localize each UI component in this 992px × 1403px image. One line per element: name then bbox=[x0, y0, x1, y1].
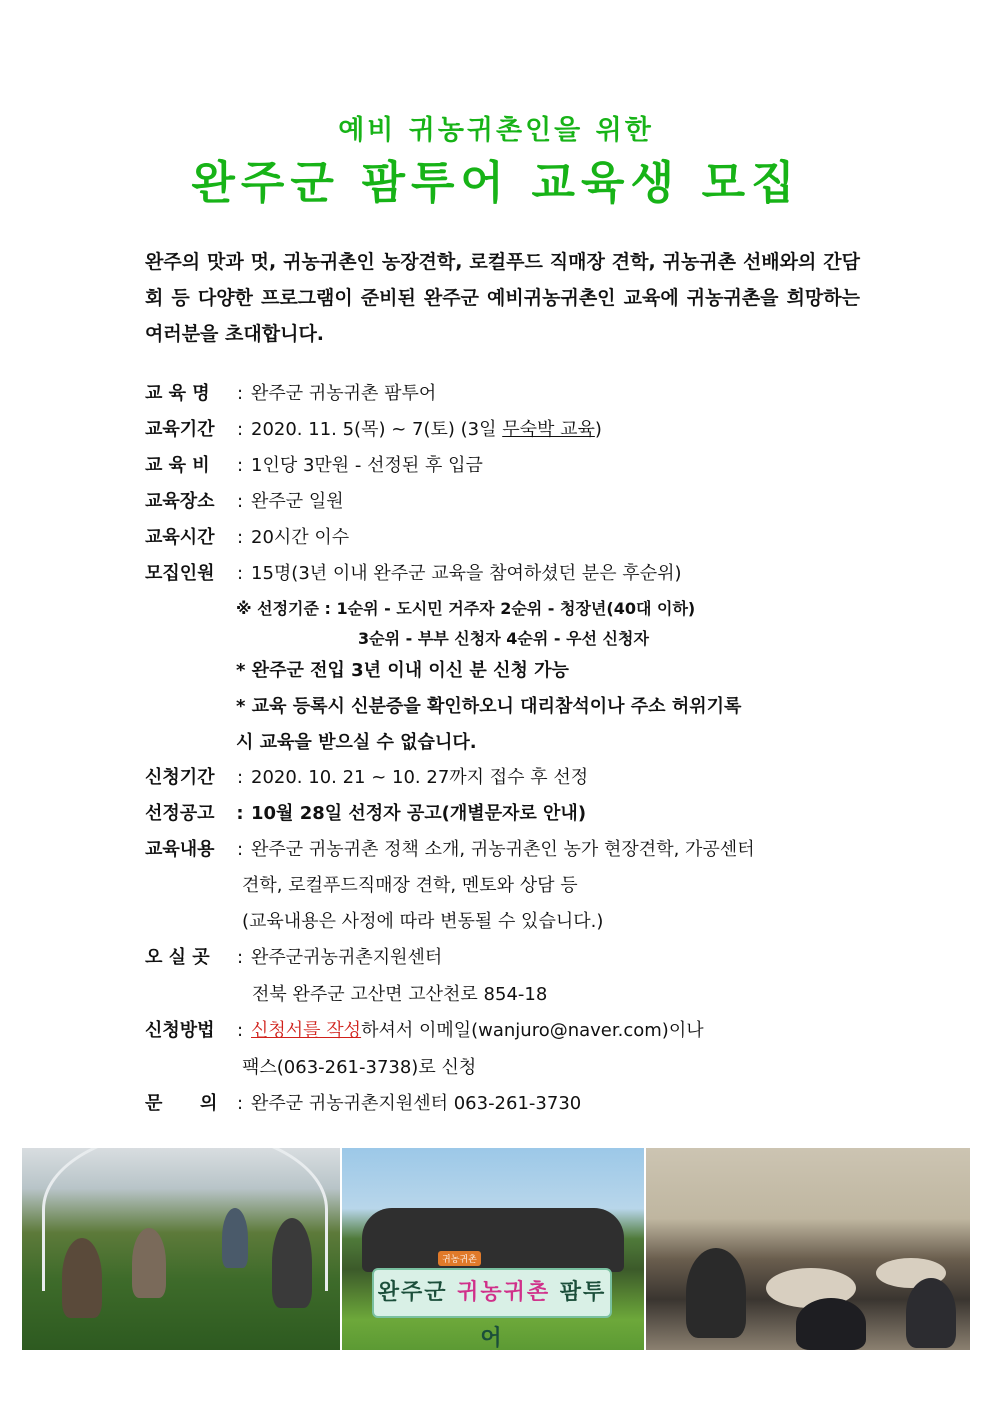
note-2b: 시 교육을 받으실 수 없습니다. bbox=[236, 732, 477, 753]
row-label: 교육장소 bbox=[145, 491, 215, 512]
application-form-link[interactable]: 신청서를 작성 bbox=[251, 1020, 362, 1041]
row-education-content bbox=[145, 832, 755, 868]
row-label: 교육시간 bbox=[145, 527, 215, 548]
banner-sub-label: 귀농귀촌 bbox=[438, 1251, 481, 1266]
photo-meeting-hall bbox=[646, 1148, 970, 1350]
row-value: 완주군 귀농귀촌 정책 소개, 귀농귀촌인 농가 현장견학, 가공센터 bbox=[251, 839, 755, 860]
row-announcement bbox=[145, 796, 586, 832]
row-label: 교육기간 bbox=[145, 419, 215, 440]
row-value: 10월 28일 선정자 공고(개별문자로 안내) bbox=[251, 803, 587, 824]
row-label: 교 육 명 bbox=[145, 383, 210, 404]
row-education-name bbox=[145, 376, 436, 412]
row-value: 하셔서 이메일(wanjuro@naver.com)이나 bbox=[361, 1020, 704, 1041]
row-separator: : bbox=[236, 491, 244, 512]
note-1: * 완주군 전입 3년 이내 이신 분 신청 가능 bbox=[236, 660, 569, 681]
criteria-line-1: ※ 선정기준 : 1순위 - 도시민 거주자 2순위 - 청장년(40대 이하) bbox=[236, 599, 696, 618]
photo-group-banner bbox=[342, 1148, 644, 1350]
content-line-3: (교육내용은 사정에 따라 변동될 수 있습니다.) bbox=[242, 911, 604, 932]
row-separator: : bbox=[236, 839, 244, 860]
row-value: 완주군 일원 bbox=[251, 491, 344, 512]
no-stay-underline: 무숙박 교육 bbox=[502, 419, 595, 440]
venue-address: 전북 완주군 고산면 고산천로 854-18 bbox=[252, 984, 548, 1005]
row-value-tail: ) bbox=[594, 419, 602, 440]
row-separator: : bbox=[236, 563, 244, 584]
row-education-place bbox=[145, 484, 344, 520]
person-figure bbox=[686, 1248, 746, 1338]
person-figure bbox=[62, 1238, 102, 1318]
banner-highlight: 귀농귀촌 bbox=[457, 1280, 551, 1305]
row-value: 완주군 귀농귀촌 팜투어 bbox=[251, 383, 437, 404]
row-apply-period bbox=[145, 760, 588, 796]
tour-banner bbox=[372, 1268, 612, 1350]
row-separator: : bbox=[236, 383, 244, 404]
method-line-2: 팩스(063-261-3738)로 신청 bbox=[242, 1057, 477, 1078]
row-value: 2020. 11. 5(목) ~ 7(토) (3일 bbox=[251, 419, 503, 440]
row-separator: : bbox=[236, 419, 244, 440]
row-label: 교 육 비 bbox=[145, 455, 210, 476]
row-separator: : bbox=[236, 947, 244, 968]
person-figure bbox=[906, 1278, 956, 1348]
banner-text-suffix: 팜투어 bbox=[480, 1280, 607, 1350]
row-education-fee bbox=[145, 448, 483, 484]
row-separator: : bbox=[236, 803, 244, 824]
row-education-hours bbox=[145, 520, 349, 556]
subtitle: 예비 귀농귀촌인을 위한 bbox=[338, 115, 654, 146]
row-separator: : bbox=[236, 767, 244, 788]
row-label: 신청방법 bbox=[145, 1020, 215, 1041]
page-title: 완주군 팜투어 교육생 모집 bbox=[191, 156, 801, 209]
row-value: 완주군귀농귀촌지원센터 bbox=[251, 947, 443, 968]
person-figure bbox=[272, 1218, 312, 1308]
row-venue bbox=[145, 940, 442, 976]
row-separator: : bbox=[236, 1093, 244, 1114]
person-figure bbox=[132, 1228, 166, 1298]
row-separator: : bbox=[236, 527, 244, 548]
row-value: 20시간 이수 bbox=[251, 527, 350, 548]
row-label: 문 의 bbox=[145, 1093, 218, 1114]
row-value: 완주군 귀농귀촌지원센터 063-261-3730 bbox=[251, 1093, 582, 1114]
row-label: 모집인원 bbox=[145, 563, 215, 584]
person-figure bbox=[796, 1298, 866, 1350]
row-apply-method bbox=[145, 1013, 704, 1049]
criteria-line-2: 3순위 - 부부 신청자 4순위 - 우선 신청자 bbox=[358, 629, 649, 648]
row-label: 오 실 곳 bbox=[145, 947, 210, 968]
content-line-2: 견학, 로컬푸드직매장 견학, 멘토와 상담 등 bbox=[242, 875, 578, 896]
row-label: 교육내용 bbox=[145, 839, 215, 860]
banner-text: 완주군 bbox=[377, 1280, 458, 1305]
photo-greenhouse-tour bbox=[22, 1148, 340, 1350]
row-value: 1인당 3만원 - 선정된 후 입금 bbox=[251, 455, 483, 476]
row-separator: : bbox=[236, 455, 244, 476]
person-figure bbox=[222, 1208, 248, 1268]
row-recruit-count bbox=[145, 556, 682, 592]
intro-paragraph: 완주의 맛과 멋, 귀농귀촌인 농장견학, 로컬푸드 직매장 견학, 귀농귀촌 선배와의 간담회 등 다양한 프로그램이 준비된 완주군 예비귀농귀촌인 교육에 귀농귀촌을 희망하는 여러분을 초대합니다. bbox=[145, 251, 860, 345]
photo-strip bbox=[22, 1148, 970, 1350]
row-separator: : bbox=[236, 1020, 244, 1041]
group-of-people bbox=[362, 1208, 624, 1272]
note-2a: * 교육 등록시 신분증을 확인하오니 대리참석이나 주소 허위기록 bbox=[236, 696, 742, 717]
row-value: 15명(3년 이내 완주군 교육을 참여하셨던 분은 후순위) bbox=[251, 563, 682, 584]
row-education-period bbox=[145, 412, 602, 448]
row-value: 2020. 10. 21 ~ 10. 27까지 접수 후 선정 bbox=[251, 767, 589, 788]
row-label: 선정공고 bbox=[145, 803, 215, 824]
row-label: 신청기간 bbox=[145, 767, 215, 788]
row-contact bbox=[145, 1086, 581, 1122]
